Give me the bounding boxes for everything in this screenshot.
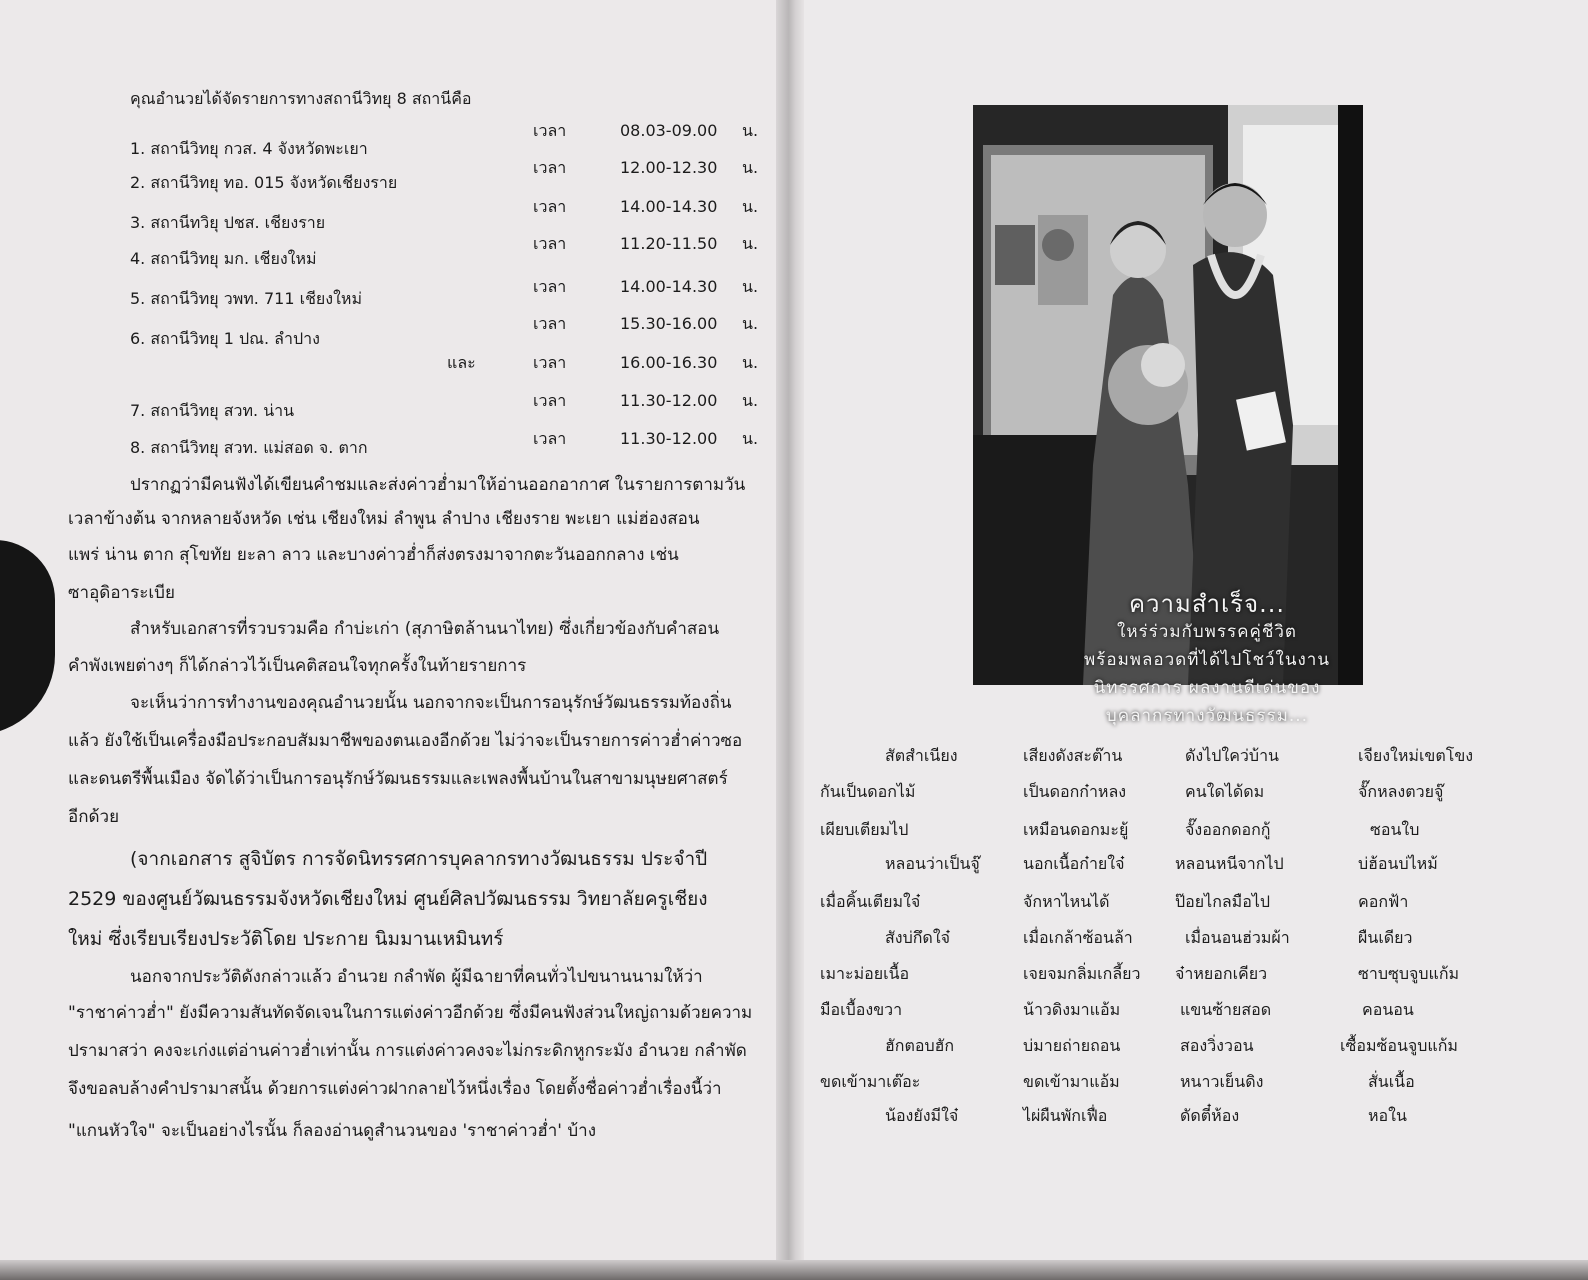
paragraph-line: อีกด้วย bbox=[68, 807, 120, 827]
poem-verse: ผืนเดียว bbox=[1358, 928, 1413, 947]
intro-line: คุณอำนวยได้จัดรายการทางสถานีวิทยุ 8 สถานีคือ bbox=[130, 89, 472, 108]
station-6b-time: 16.00-16.30 bbox=[620, 353, 718, 372]
station-6-time: 15.30-16.00 bbox=[620, 314, 718, 333]
photo-caption bbox=[1051, 590, 1363, 730]
station-1-unit: น. bbox=[742, 121, 759, 140]
poem-verse: นอกเนื้อก๋ายใจ๋ bbox=[1023, 854, 1125, 873]
paragraph-line: ปรามาสว่า คงจะเก่งแต่อ่านค่าวฮ่ำเท่านั้น การแต่งค่าวคงจะไม่กระดิกหูกระมัง อำนวย กลำพัด bbox=[68, 1041, 747, 1061]
station-6-unit: น. bbox=[742, 314, 759, 333]
paragraph-line: คำพังเพยต่างๆ ก็ได้กล่าวไว้เป็นคติสอนใจทุกครั้งในท้ายรายการ bbox=[68, 656, 527, 676]
book-gutter bbox=[776, 0, 804, 1280]
left-page bbox=[0, 0, 790, 1280]
photograph bbox=[973, 105, 1363, 726]
page-bottom-edge bbox=[0, 1260, 1588, 1280]
poem-verse: ซาบซุบจูบแก้ม bbox=[1358, 964, 1460, 983]
poem-verse: จ๋าหยอกเคียว bbox=[1175, 964, 1268, 983]
station-5-time: 14.00-14.30 bbox=[620, 277, 718, 296]
station-7-name: 7. สถานีวิทยุ สวท. น่าน bbox=[130, 401, 295, 420]
poem-verse: น้าวดิงมาแอ้ม bbox=[1023, 1000, 1121, 1019]
station-4-name: 4. สถานีวิทยุ มก. เชียงใหม่ bbox=[130, 249, 317, 268]
station-8-name: 8. สถานีวิทยุ สวท. แม่สอด จ. ตาก bbox=[130, 438, 368, 457]
poem-verse: หลอนหนีจากไป bbox=[1175, 854, 1284, 873]
paragraph-line: จึงขอลบล้างคำปรามาสนั้น ด้วยการแต่งค่าวฝากลายไว้หนึ่งเรื่อง โดยตั้งชื่อค่าวฮ่ำเรื่องนี้ว่า bbox=[68, 1079, 722, 1099]
poem-verse: เหมือนดอกมะยู้ bbox=[1023, 820, 1129, 839]
poem-verse: คอนอน bbox=[1362, 1000, 1414, 1019]
poem-verse: น้องยังมีใจ๋ bbox=[885, 1106, 959, 1125]
station-5-time-label: เวลา bbox=[533, 277, 567, 296]
station-3-name: 3. สถานีทวิยุ ปชส. เชียงราย bbox=[130, 213, 326, 232]
station-8-time: 11.30-12.00 bbox=[620, 429, 718, 448]
paragraph-line: จะเห็นว่าการทำงานของคุณอำนวยนั้น นอกจากจะเป็นการอนุรักษ์วัฒนธรรมท้องถิ่น bbox=[130, 693, 732, 713]
poem-verse: หอใน bbox=[1368, 1106, 1407, 1125]
poem-verse: เมื่อคิ้นเตียมใจ๋ bbox=[820, 892, 921, 911]
paragraph-line: และดนตรีพื้นเมือง จัดได้ว่าเป็นการอนุรักษ์วัฒนธรรมและเพลงพื้นบ้านในสาขามนุษยศาสตร์ bbox=[68, 769, 728, 789]
paragraph-line: "ราชาค่าวฮ่ำ" ยังมีความสันทัดจัดเจนในการแต่งค่าวอีกด้วย ซึ่งมีคนฟังส่วนใหญ่ถามด้วยความ bbox=[68, 1003, 753, 1023]
poem-verse: บ่ฮ้อนบ่ไหม้ bbox=[1358, 854, 1438, 873]
caption-line: พร้อมพลอวดที่ได้ไปโชว์ในงาน bbox=[1084, 650, 1330, 670]
poem-verse: เสียงดังสะต๊าน bbox=[1023, 746, 1123, 765]
station-1-name: 1. สถานีวิทยุ กวส. 4 จังหวัดพะเยา bbox=[130, 139, 368, 158]
paragraph-line: แพร่ น่าน ตาก สุโขทัย ยะลา ลาว และบางค่าวฮ่ำก็ส่งตรงมาจากตะวันออกกลาง เช่น bbox=[68, 545, 679, 565]
poem-verse: เมื่อเกล้าซ้อนล้า bbox=[1023, 928, 1133, 947]
poem-verse: บ่มายถ่ายถอน bbox=[1023, 1036, 1121, 1055]
poem-verse: ซอนใบ bbox=[1370, 820, 1420, 839]
thumb-shadow bbox=[0, 540, 55, 735]
station-4-time: 11.20-11.50 bbox=[620, 234, 718, 253]
station-6b-unit: น. bbox=[742, 353, 759, 372]
poem-verse: เซื้อมซ้อนจูบแก้ม bbox=[1340, 1036, 1458, 1055]
station-1-time: 08.03-09.00 bbox=[620, 121, 718, 140]
station-6-time-label: เวลา bbox=[533, 314, 567, 333]
poem-verse: สองวิ่งวอน bbox=[1180, 1036, 1254, 1055]
paragraph-line: เวลาข้างต้น จากหลายจังหวัด เช่น เชียงใหม่ ลำพูน ลำปาง เชียงราย พะเยา แม่ฮ่องสอน bbox=[68, 509, 700, 529]
caption-line: บุคลากรทางวัฒนธรรม... bbox=[1105, 706, 1309, 726]
poem-verse: เมาะม่อยเนื้อ bbox=[820, 964, 910, 983]
poem-verse: เผียบเตียมไป bbox=[820, 820, 909, 839]
poem-verse: แขนซ้ายสอด bbox=[1180, 1000, 1272, 1019]
poem-verse: สั่นเนื้อ bbox=[1368, 1072, 1415, 1091]
citation-line: ใหม่ ซึ่งเรียบเรียงประวัติโดย ประกาย นิมมานเหมินทร์ bbox=[68, 928, 504, 950]
station-2-unit: น. bbox=[742, 158, 759, 177]
poem-verse: เป็นดอกก๋าหลง bbox=[1023, 782, 1127, 801]
poem-verse: คนใดได้ดม bbox=[1185, 782, 1265, 801]
station-6b-and-label: และ bbox=[447, 353, 476, 372]
poem-verse: จั๊งออกดอกกู้ bbox=[1185, 820, 1271, 839]
station-3-time-label: เวลา bbox=[533, 197, 567, 216]
caption-line: นิทรรศการ ผลงานดีเด่นของ bbox=[1093, 678, 1321, 698]
poem-verse: ดัดตี๋ห้อง bbox=[1180, 1106, 1240, 1125]
station-5-unit: น. bbox=[742, 277, 759, 296]
paragraph-line: ปรากฏว่ามีคนฟังได้เขียนคำชมและส่งค่าวฮ่ำมาให้อ่านออกอากาศ ในรายการตามวัน bbox=[130, 475, 746, 495]
caption-line: ใหร่ร่วมกับพรรคคู่ชีวิต bbox=[1117, 622, 1297, 642]
station-4-time-label: เวลา bbox=[533, 234, 567, 253]
citation-line: (จากเอกสาร สูจิบัตร การจัดนิทรรศการบุคลากรทางวัฒนธรรม ประจำปี bbox=[130, 848, 708, 870]
citation-line: 2529 ของศูนย์วัฒนธรรมจังหวัดเชียงใหม่ ศูนย์ศิลปวัฒนธรรม วิทยาลัยครูเชียง bbox=[68, 888, 708, 910]
poem-verse: คอกฟ้า bbox=[1358, 892, 1409, 911]
station-6-name: 6. สถานีวิทยุ 1 ปณ. ลำปาง bbox=[130, 329, 320, 348]
poem-verse: มือเบื้องขวา bbox=[820, 1000, 903, 1019]
poem-verse: เจยจมกลิ่มเกลี้ยว bbox=[1023, 964, 1141, 983]
poem-verse: ขดเข้ามาเต๊อะ bbox=[820, 1072, 921, 1091]
station-4-unit: น. bbox=[742, 234, 759, 253]
poem-verse: เจียงใหม่เขตโขง bbox=[1358, 746, 1474, 765]
paragraph-line: "แกนหัวใจ" จะเป็นอย่างไรนั้น ก็ลองอ่านดูสำนวนของ 'ราชาค่าวฮ่ำ' บ้าง bbox=[68, 1121, 597, 1141]
poem-verse: กันเป็นดอกไม้ bbox=[820, 782, 916, 801]
poem-verse: ป๊อยไกลมือไป bbox=[1175, 892, 1271, 911]
paragraph-line: ซาอุดิอาระเบีย bbox=[68, 583, 175, 603]
station-2-name: 2. สถานีวิทยุ ทอ. 015 จังหวัดเชียงราย bbox=[130, 173, 398, 192]
station-6b-time-label: เวลา bbox=[533, 353, 567, 372]
poem-verse: หนาวเย็นดิง bbox=[1180, 1072, 1264, 1091]
station-1-time-label: เวลา bbox=[533, 121, 567, 140]
station-7-unit: น. bbox=[742, 391, 759, 410]
station-2-time: 12.00-12.30 bbox=[620, 158, 718, 177]
poem-verse: ดังไปใคว่บ้าน bbox=[1185, 746, 1279, 765]
station-5-name: 5. สถานีวิทยุ วพท. 711 เชียงใหม่ bbox=[130, 289, 363, 308]
station-3-time: 14.00-14.30 bbox=[620, 197, 718, 216]
poem-verse: หลอนว่าเป็นจู๊ bbox=[885, 854, 980, 873]
right-page bbox=[790, 0, 1588, 1280]
station-3-unit: น. bbox=[742, 197, 759, 216]
poem-verse: ขดเข้ามาแอ้ม bbox=[1023, 1072, 1120, 1091]
poem-verse: จักหาไหนได้ bbox=[1023, 892, 1110, 911]
paragraph-line: นอกจากประวัติดังกล่าวแล้ว อำนวย กลำพัด ผู้มีฉายาที่คนทั่วไปขนานนามให้ว่า bbox=[130, 967, 703, 987]
poem-verse: ฮักตอบฮัก bbox=[885, 1036, 955, 1055]
caption-title: ความสำเร็จ... bbox=[1129, 590, 1285, 618]
poem-verse: สังบ่กึดใจ๋ bbox=[885, 928, 950, 947]
paragraph-line: สำหรับเอกสารที่รวบรวมคือ กำบ่ะเก่า (สุภาษิตล้านนาไทย) ซึ่งเกี่ยวข้องกับคำสอน bbox=[130, 619, 720, 639]
station-8-time-label: เวลา bbox=[533, 429, 567, 448]
poem-verse: ไผ่ผืนพักเฟื่อ bbox=[1023, 1106, 1108, 1125]
station-7-time-label: เวลา bbox=[533, 391, 567, 410]
poem-verse: จั๊กหลงตวยจู๊ bbox=[1358, 782, 1444, 801]
poem-verse: สัตสำเนียง bbox=[885, 746, 958, 765]
poem-verse: เมื่อนอนฮ่วมผ้า bbox=[1185, 928, 1290, 947]
paragraph-line: แล้ว ยังใช้เป็นเครื่องมือประกอบสัมมาชีพของตนเองอีกด้วย ไม่ว่าจะเป็นรายการค่าวฮ่ำค่าวซอ bbox=[68, 731, 743, 751]
station-7-time: 11.30-12.00 bbox=[620, 391, 718, 410]
station-2-time-label: เวลา bbox=[533, 158, 567, 177]
station-8-unit: น. bbox=[742, 429, 759, 448]
